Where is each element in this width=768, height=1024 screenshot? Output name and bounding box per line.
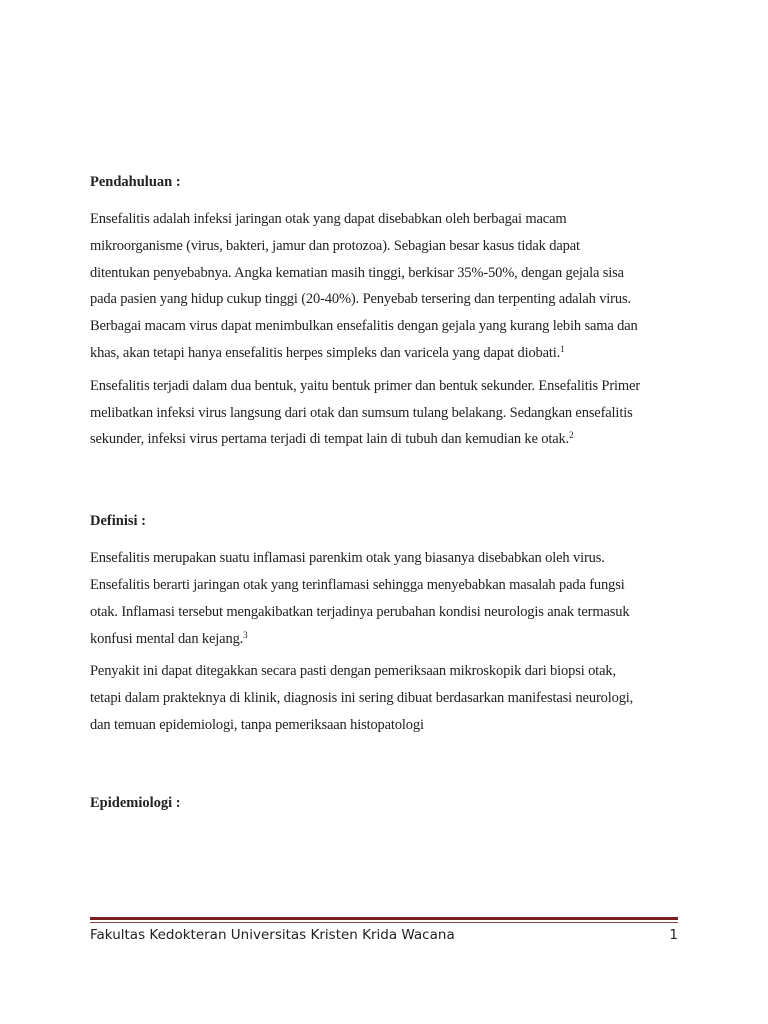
page-number: 1 (669, 927, 678, 943)
paragraph-definisi-1 (90, 545, 690, 652)
footnote-marker: 2 (569, 430, 574, 441)
text-line: Ensefalitis merupakan suatu inflamasi parenkim otak yang biasanya disebabkan oleh virus. (90, 550, 605, 567)
footer-rule-thick (90, 917, 678, 920)
text-line: Penyakit ini dapat ditegakkan secara pasti dengan pemeriksaan mikroskopik dari biopsi otak, (90, 663, 616, 680)
paragraph-definisi-2 (90, 658, 690, 738)
section-heading-epidemiologi: Epidemiologi : (90, 794, 181, 811)
text-line-content: sekunder, infeksi virus pertama terjadi di tempat lain di tubuh dan kemudian ke otak. (90, 431, 570, 448)
text-line (90, 340, 690, 367)
document-body (90, 170, 690, 815)
text-line: ditentukan penyebabnya. Angka kematian masih tinggi, berkisar 35%-50%, dengan gejala sisa (90, 264, 624, 281)
text-line: tetapi dalam prakteknya di klinik, diagnosis ini sering dibuat berdasarkan manifestasi neurologi, (90, 690, 634, 707)
section-heading-pendahuluan: Pendahuluan : (90, 174, 181, 190)
paragraph-pendahuluan-1 (90, 206, 690, 367)
text-line-content: konfusi mental dan kejang. (90, 630, 244, 647)
text-line-content: khas, akan tetapi hanya ensefalitis herpes simpleks dan varicela yang dapat diobati. (90, 344, 561, 361)
footnote-marker: 3 (243, 629, 248, 640)
section-heading-definisi: Definisi : (90, 513, 146, 530)
text-line: Ensefalitis terjadi dalam dua bentuk, yaitu bentuk primer dan bentuk sekunder. Ensefalitis Primer (90, 377, 640, 394)
paragraph-pendahuluan-2 (90, 373, 690, 453)
text-line: Berbagai macam virus dapat menimbulkan ensefalitis dengan gejala yang kurang lebih sama dan (90, 318, 638, 335)
text-line: otak. Inflamasi tersebut mengakibatkan terjadinya perubahan kondisi neurologis anak termasuk (90, 603, 630, 620)
text-line: Ensefalitis berarti jaringan otak yang terinflamasi sehingga menyebabkan masalah pada fungsi (90, 576, 625, 593)
footer-institution: Fakultas Kedokteran Universitas Kristen Krida Wacana (90, 927, 455, 943)
text-line: melibatkan infeksi virus langsung dari otak dan sumsum tulang belakang. Sedangkan ensefalitis (90, 404, 633, 421)
text-line: mikroorganisme (virus, bakteri, jamur dan protozoa). Sebagian besar kasus tidak dapat (90, 237, 580, 254)
text-line (90, 426, 690, 453)
footnote-marker: 1 (560, 343, 565, 354)
footer-rule-thin (90, 922, 678, 923)
text-line: pada pasien yang hidup cukup tinggi (20-40%). Penyebab tersering dan terpenting adalah virus. (90, 291, 631, 308)
text-line (90, 626, 690, 653)
text-line: dan temuan epidemiologi, tanpa pemeriksaan histopatologi (90, 716, 424, 733)
text-line: Ensefalitis adalah infeksi jaringan otak yang dapat disebabkan oleh berbagai macam (90, 211, 567, 227)
